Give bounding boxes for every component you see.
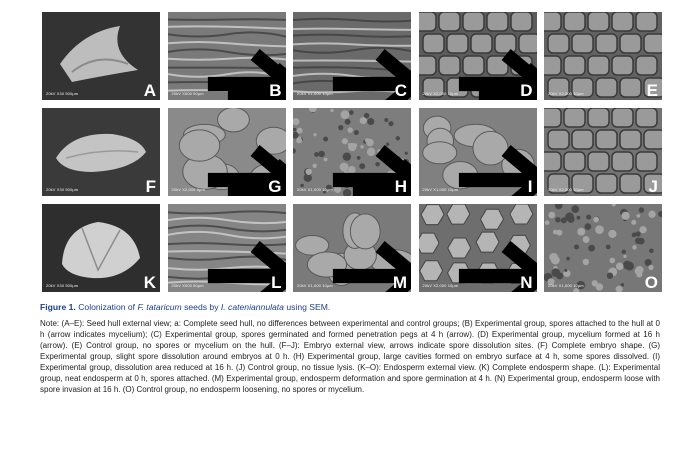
sem-panel-a — [42, 12, 160, 100]
panel-letter: L — [271, 273, 282, 292]
panel-letter: I — [527, 177, 533, 196]
panel-letter: O — [644, 273, 658, 292]
sem-panel-n — [419, 204, 537, 292]
sem-panel-k — [42, 204, 160, 292]
sem-panel-e — [544, 12, 662, 100]
panel-letter: A — [143, 81, 156, 100]
sem-scale-info: 20kV X2,000 10µm — [422, 283, 459, 288]
sem-scale-info: 20kV X1,000 10µm — [548, 283, 584, 288]
sem-panel-g — [168, 108, 286, 196]
panel-letter: N — [520, 273, 533, 292]
panel-letter: E — [646, 81, 658, 100]
sem-scale-info: 20kV X30 500µm — [46, 187, 79, 192]
panel-letter: F — [145, 177, 156, 196]
sem-scale-info: 20kV X2,000 10µm — [548, 187, 584, 192]
title-part: Colonization of — [75, 302, 138, 312]
panel-letter: B — [269, 81, 282, 100]
sem-panel-l — [168, 204, 286, 292]
sem-figure-grid — [42, 12, 662, 294]
sem-scale-info: 20kV X30 500µm — [46, 91, 79, 96]
sem-panel-m — [293, 204, 411, 292]
figure-title — [40, 302, 660, 313]
arrow-indicator — [453, 136, 537, 196]
sem-scale-info: 20kV X2,000 10µm — [422, 91, 459, 96]
panel-letter: J — [648, 177, 658, 196]
sem-scale-info: 20kV X2,000 10µm — [548, 91, 584, 96]
panel-letter: K — [143, 273, 156, 292]
panel-letter: D — [520, 81, 533, 100]
panel-letter: H — [394, 177, 407, 196]
sem-panel-f — [42, 108, 160, 196]
sem-micrograph — [544, 12, 662, 100]
sem-panel-i — [419, 108, 537, 196]
sem-scale-info: 20kV X1,000 10µm — [297, 283, 333, 288]
panel-letter: G — [268, 177, 282, 196]
sem-panel-j — [544, 108, 662, 196]
figure-caption — [40, 302, 660, 395]
sem-scale-info: 20kV X500 50µm — [171, 283, 204, 288]
figure-label: Figure 1. — [40, 302, 76, 312]
species-isaria: I. cateniannulata — [220, 302, 284, 312]
sem-panel-h — [293, 108, 411, 196]
sem-micrograph — [42, 204, 160, 292]
sem-scale-info: 20kV X1,000 10µm — [422, 187, 459, 192]
sem-scale-info: 20kV X2,000 5µm — [171, 187, 205, 192]
sem-panel-o — [544, 204, 662, 292]
title-part: using SEM. — [283, 302, 331, 312]
sem-scale-info: 20kV X30 500µm — [46, 283, 79, 288]
sem-scale-info: 20kV X1,000 10µm — [297, 187, 333, 192]
figure-note: Note: (A–E): Seed hull external view; a: Complete seed hull, no differences between experimental and control groups; (B) Experimental group, spores attached to the hull at 0 h (arrow indicates mycelium); (C) Experimental group, spores germinated and formed penetration pegs at 4 h (arrow). (D) Experimental group, mycelium formed at 16 h (arrow). (E) Control group, no spores or mycelium on the hull. (F–J): Embryo external view, arrows indicate spore dissolution sites. (F) Complete embryo shape. (G) Experimental group, slight spore dissolution around embryos at 0 h. (H) Experimental group, large cavities formed on embryo surface at 4 h, some spores dissolved. (I) Experimental group, dissolution area reduced at 16 h. (J) Control group, no tissue lysis. (K–O): Endosperm external view. (K) Complete endosperm shape. (L): Experimental group, neat endosperm at 0 h, spores attached. (M) Experimental group, endosperm deformation and spore germination at 4 h. (N) Experimental group, endosperm loose with spore invasion at 16 h. (O) Control group, no endosperm loosening, no spores or mycelium. — [40, 318, 660, 394]
sem-scale-info: 20kV X500 50µm — [171, 91, 204, 96]
sem-micrograph — [42, 12, 160, 100]
sem-scale-info: 20kV X1,000 10µm — [297, 91, 333, 96]
panel-letter: M — [392, 273, 407, 292]
sem-panel-d — [419, 12, 537, 100]
title-part: seeds by — [181, 302, 221, 312]
sem-panel-c — [293, 12, 411, 100]
sem-panel-b — [168, 12, 286, 100]
sem-micrograph — [544, 108, 662, 196]
panel-letter: C — [394, 81, 407, 100]
sem-micrograph — [42, 108, 160, 196]
species-fagopyrum: F. tataricum — [137, 302, 182, 312]
